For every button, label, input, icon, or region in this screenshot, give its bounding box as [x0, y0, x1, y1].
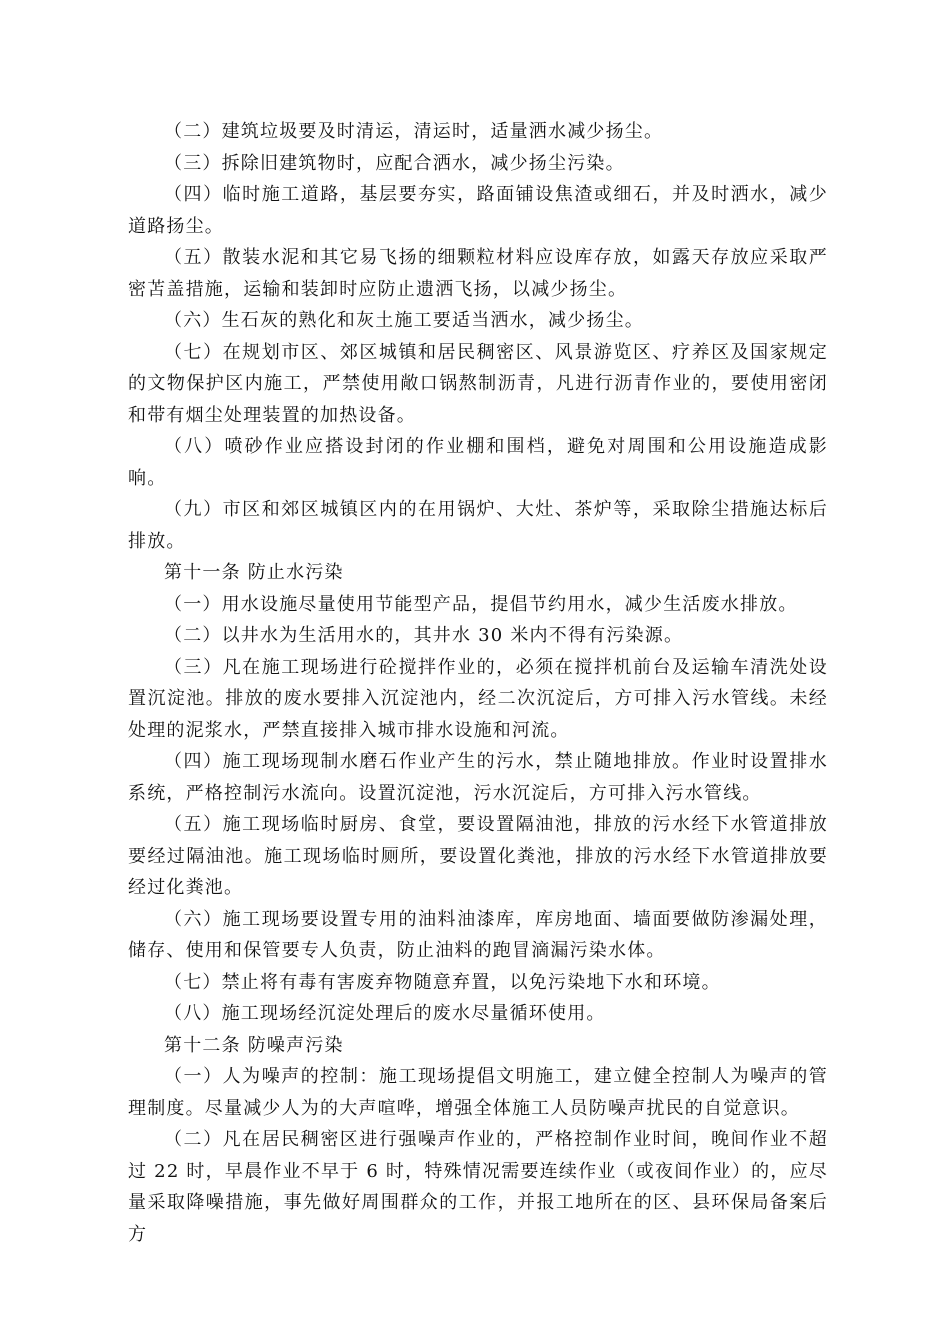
paragraph-11-7: （七）禁止将有毒有害废弃物随意弃置，以免污染地下水和环境。 — [164, 971, 721, 993]
paragraph-2-4: （四）临时施工道路，基层要夯实，路面铺设焦渣或细石，并及时洒水，减少道路扬尘。 — [128, 184, 828, 237]
article-11-heading: 第十一条 防止水污染 — [164, 562, 344, 583]
article-12-heading: 第十二条 防噪声污染 — [164, 1034, 344, 1056]
paragraph-12-2: （二）凡在居民稠密区进行强噪声作业的，严格控制作业时间，晚间作业不超过 22 时，早晨作业不早于 6 时，特殊情况需要连续作业（或夜间作业）的，应尽量采取降噪措施，事先做好周围群众的工作，并报工地所在的区、县环保局备案后方 — [128, 1129, 828, 1245]
paragraph-11-3: （三）凡在施工现场进行砼搅拌作业的，必须在搅拌机前台及运输车清洗处设置沉淀池。排放的废水要排入沉淀池内，经二次沉淀后，方可排入污水管线。未经处理的泥浆水，严禁直接排入城市排水设施和河流。 — [128, 656, 828, 741]
paragraph-12-1: （一）人为噪声的控制：施工现场提倡文明施工，建立健全控制人为噪声的管理制度。尽量减少人为的大声喧哗，增强全体施工人员防噪声扰民的自觉意识。 — [128, 1066, 828, 1119]
paragraph-11-2: （二）以井水为生活用水的，其井水 30 米内不得有污染源。 — [164, 625, 684, 646]
paragraph-2-2: （二）建筑垃圾要及时清运，清运时，适量洒水减少扬尘。 — [164, 121, 664, 142]
paragraph-2-8: （八）喷砂作业应搭设封闭的作业棚和围档，避免对周围和公用设施造成影响。 — [128, 436, 828, 489]
paragraph-11-4: （四）施工现场现制水磨石作业产生的污水，禁止随地排放。作业时设置排水系统，严格控制污水流向。设置沉淀池，污水沉淀后，方可排入污水管线。 — [128, 751, 828, 804]
paragraph-2-6: （六）生石灰的熟化和灰土施工要适当洒水，减少扬尘。 — [164, 310, 644, 331]
document-body — [128, 116, 828, 1250]
paragraph-2-9: （九）市区和郊区城镇区内的在用锅炉、大灶、茶炉等，采取除尘措施达标后排放。 — [128, 499, 828, 552]
paragraph-11-5: （五）施工现场临时厨房、食堂，要设置隔油池，排放的污水经下水管道排放要经过隔油池。施工现场临时厕所，要设置化粪池，排放的污水经下水管道排放要经过化粪池。 — [128, 814, 828, 898]
paragraph-11-6: （六）施工现场要设置专用的油料油漆库，库房地面、墙面要做防渗漏处理，储存、使用和保管要专人负责，防止油料的跑冒滴漏污染水体。 — [128, 908, 828, 961]
paragraph-2-7: （七）在规划市区、郊区城镇和居民稠密区、风景游览区、疗养区及国家规定的文物保护区内施工，严禁使用敞口锅熬制沥青，凡进行沥青作业的，要使用密闭和带有烟尘处理装置的加热设备。 — [128, 341, 828, 426]
paragraph-11-1: （一）用水设施尽量使用节能型产品，提倡节约用水，减少生活废水排放。 — [164, 593, 798, 615]
paragraph-2-3: （三）拆除旧建筑物时，应配合洒水，减少扬尘污染。 — [164, 152, 625, 174]
paragraph-11-8: （八）施工现场经沉淀处理后的废水尽量循环使用。 — [164, 1003, 606, 1024]
paragraph-2-5: （五）散装水泥和其它易飞扬的细颗粒材料应设库存放，如露天存放应采取严密苫盖措施，运输和装卸时应防止遗洒飞扬，以减少扬尘。 — [128, 247, 828, 300]
